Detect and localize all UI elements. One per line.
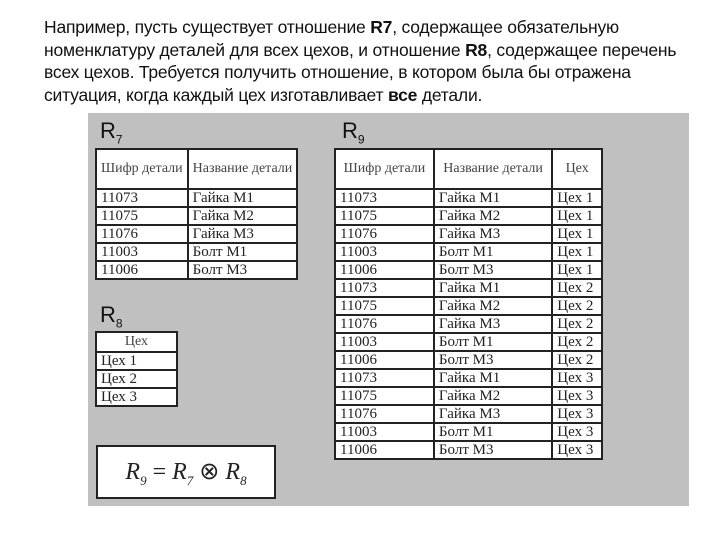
table-cell: Болт М3 <box>434 351 552 369</box>
intro-r8: R8 <box>465 39 488 60</box>
table-cell: 11076 <box>96 225 188 243</box>
table-cell: 11076 <box>335 405 434 423</box>
formula-part: ⊗ <box>193 459 226 485</box>
table-row <box>335 189 602 207</box>
table-cell: Болт М3 <box>188 261 298 279</box>
table-cell: Цех 1 <box>552 189 602 207</box>
formula-part: R <box>225 459 241 485</box>
table-row <box>335 207 602 225</box>
r8-label <box>100 302 123 330</box>
table-cell: 11006 <box>335 261 434 279</box>
formula-part: R <box>125 459 141 485</box>
table-cell: 11075 <box>335 207 434 225</box>
r9-label-name: R <box>342 118 358 143</box>
table-cell: Гайка М1 <box>188 189 298 207</box>
table-cell: Гайка М3 <box>434 315 552 333</box>
intro-paragraph <box>44 16 704 106</box>
column-header: Шифр детали <box>335 149 434 189</box>
table-row <box>335 279 602 297</box>
r9-table <box>334 148 603 460</box>
table-cell: Цех 3 <box>552 423 602 441</box>
r8-label-name: R <box>100 302 116 327</box>
table-cell: 11003 <box>96 243 188 261</box>
table-cell: Цех 2 <box>96 370 177 388</box>
table-cell: Цех 3 <box>552 405 602 423</box>
table-cell: 11075 <box>335 297 434 315</box>
table-cell: Цех 3 <box>552 369 602 387</box>
column-header: Шифр детали <box>96 149 188 189</box>
column-header: Название детали <box>434 149 552 189</box>
r9-label <box>342 118 365 146</box>
table-cell: Гайка М2 <box>434 207 552 225</box>
table-cell: 11073 <box>335 189 434 207</box>
table-row <box>335 405 602 423</box>
table-cell: Цех 2 <box>552 333 602 351</box>
table-row <box>96 243 297 261</box>
table-cell: Гайка М1 <box>434 189 552 207</box>
table-cell: 11003 <box>335 243 434 261</box>
table-cell: Цех 1 <box>552 225 602 243</box>
table-row <box>335 333 602 351</box>
intro-r7: R7 <box>370 17 393 37</box>
table-row <box>96 189 297 207</box>
table-cell: Болт М1 <box>434 333 552 351</box>
table-row <box>335 369 602 387</box>
table-cell: Болт М3 <box>434 261 552 279</box>
table-cell: 11006 <box>335 441 434 459</box>
r9-label-sub: 9 <box>357 132 365 147</box>
table-cell: 11003 <box>335 333 434 351</box>
table-cell: Гайка М3 <box>434 405 552 423</box>
table-cell: Цех 2 <box>552 297 602 315</box>
table-row <box>96 388 177 406</box>
r7-label-sub: 7 <box>115 132 123 147</box>
table-row <box>96 207 297 225</box>
table-cell: Болт М3 <box>434 441 552 459</box>
table-cell: Цех 1 <box>552 207 602 225</box>
table-cell: Гайка М3 <box>434 225 552 243</box>
table-cell: 11075 <box>335 387 434 405</box>
table-row <box>335 423 602 441</box>
table-cell: Болт М1 <box>434 243 552 261</box>
table-cell: Гайка М2 <box>434 387 552 405</box>
table-row <box>96 352 177 370</box>
table-row <box>335 243 602 261</box>
table-cell: Гайка М1 <box>434 279 552 297</box>
table-row <box>335 225 602 243</box>
intro-text: , содержащее перечень всех цехов. Требуется получить отношение, в котором была бы отражена ситуация, когда каждый цех изготавливает <box>44 39 677 105</box>
formula-part: R <box>172 459 187 485</box>
intro-text: , содержащее обязательную номенклатуру деталей для всех цехов, и отношение <box>44 17 619 60</box>
table-row <box>335 297 602 315</box>
intro-text: Например, пусть существует отношение <box>44 17 371 37</box>
intro-text: детали. <box>417 84 483 105</box>
table-row <box>96 370 177 388</box>
table-cell: Цех 1 <box>552 261 602 279</box>
table-cell: 11073 <box>335 369 434 387</box>
table-cell: Цех 1 <box>96 352 177 370</box>
table-cell: Болт М1 <box>434 423 552 441</box>
table-cell: Болт М1 <box>188 243 298 261</box>
table-row <box>335 351 602 369</box>
r8-table <box>95 331 178 407</box>
table-cell: 11075 <box>96 207 188 225</box>
table-cell: 11073 <box>96 189 188 207</box>
table-cell: 11003 <box>335 423 434 441</box>
table-row <box>335 261 602 279</box>
formula-box <box>96 445 276 499</box>
table-cell: Цех 1 <box>552 243 602 261</box>
r7-label <box>100 118 123 146</box>
table-cell: 11076 <box>335 225 434 243</box>
table-cell: Цех 2 <box>552 315 602 333</box>
table-row <box>96 225 297 243</box>
table-cell: Гайка М2 <box>434 297 552 315</box>
r7-label-name: R <box>100 118 116 143</box>
column-header: Цех <box>552 149 602 189</box>
r7-table <box>95 148 298 280</box>
r8-label-sub: 8 <box>115 316 123 331</box>
table-cell: Цех 2 <box>552 351 602 369</box>
table-cell: 11073 <box>335 279 434 297</box>
table-cell: Гайка М3 <box>188 225 298 243</box>
header-row <box>96 149 297 189</box>
table-cell: 11006 <box>96 261 188 279</box>
table-row <box>335 387 602 405</box>
formula-part: = <box>146 459 173 485</box>
column-header: Цех <box>96 332 177 352</box>
header-row <box>335 149 602 189</box>
table-cell: 11076 <box>335 315 434 333</box>
table-cell: 11006 <box>335 351 434 369</box>
table-cell: Цех 3 <box>552 387 602 405</box>
column-header: Название детали <box>188 149 298 189</box>
table-cell: Гайка М1 <box>434 369 552 387</box>
header-row <box>96 332 177 352</box>
formula-part: 7 <box>186 472 194 488</box>
table-cell: Цех 2 <box>552 279 602 297</box>
intro-all: все <box>387 84 418 105</box>
table-row <box>335 315 602 333</box>
table-cell: Цех 3 <box>96 388 177 406</box>
table-cell: Цех 3 <box>552 441 602 459</box>
table-row <box>335 441 602 459</box>
table-row <box>96 261 297 279</box>
formula-part: 8 <box>240 472 247 488</box>
formula-part: 9 <box>140 472 147 488</box>
table-cell: Гайка М2 <box>188 207 298 225</box>
